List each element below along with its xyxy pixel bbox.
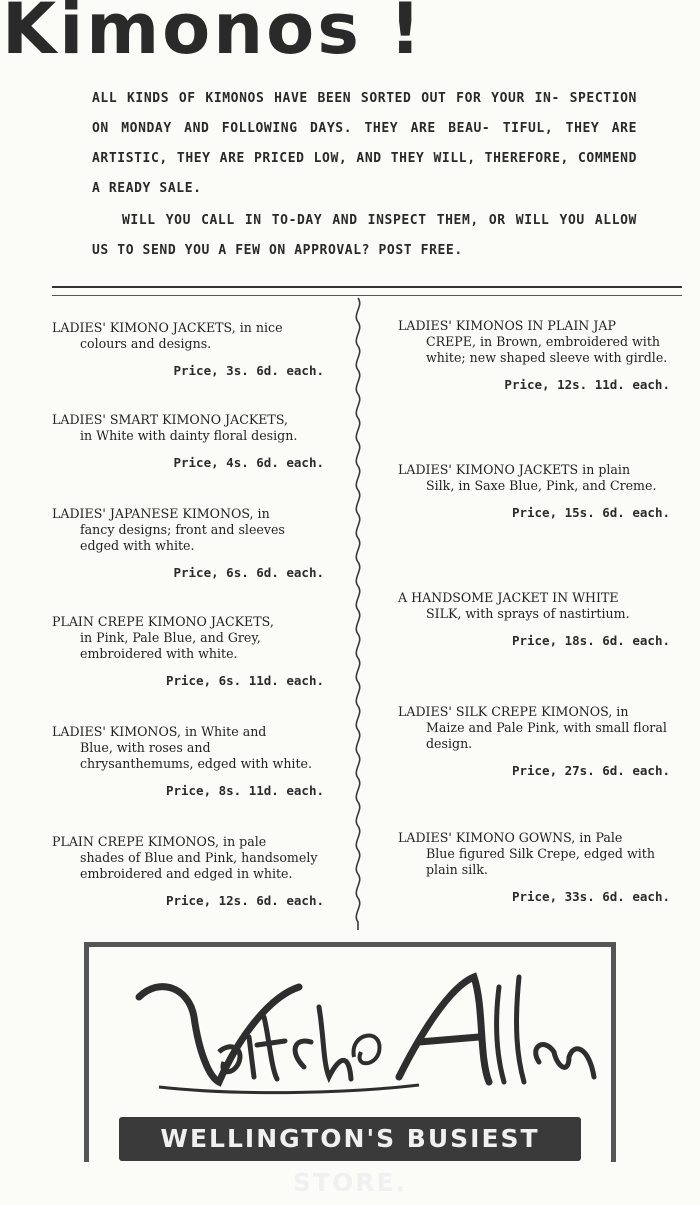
item-title: LADIES' SILK CREPE KIMONOS, in	[398, 704, 629, 719]
item-price: Price, 8s. 11d. each.	[165, 783, 324, 798]
item-description: in Pink, Pale Blue, and Grey, embroidered with white.	[80, 630, 261, 661]
intro-paragraph-1: ALL KINDS OF KIMONOS HAVE BEEN SORTED OUT FOR YOUR IN- SPECTION ON MONDAY AND FOLLOWING DAYS. THEY ARE BEAU- TIFUL, THEY ARE ARTISTIC, THEY ARE PRICED LOW, AND THEY WILL, THEREFORE, COMMEND A READY SALE.	[92, 91, 637, 196]
item-price: Price, 33s. 6d. each.	[511, 889, 670, 904]
item-description: Maize and Pale Pink, with small floral design.	[426, 720, 667, 751]
horizontal-rule	[52, 286, 682, 296]
item-description: colours and designs.	[80, 336, 212, 351]
item-title: LADIES' KIMONOS IN PLAIN JAP	[398, 318, 616, 333]
item-price: Price, 3s. 6d. each.	[173, 363, 324, 378]
item-description: Blue figured Silk Crepe, edged with plain silk.	[426, 846, 655, 877]
item-price: Price, 18s. 6d. each.	[511, 633, 670, 648]
item-title: PLAIN CREPE KIMONOS, in pale	[52, 834, 267, 849]
item-title: LADIES' SMART KIMONO JACKETS,	[52, 412, 289, 427]
intro-paragraph-2: WILL YOU CALL IN TO-DAY AND INSPECT THEM, OR WILL YOU ALLOW US TO SEND YOU A FEW ON APPROVAL? POST FREE.	[92, 213, 637, 258]
product-listing	[52, 614, 324, 688]
item-price: Price, 27s. 6d. each.	[511, 763, 670, 778]
product-listing	[398, 704, 670, 778]
item-price: Price, 6s. 11d. each.	[165, 673, 324, 688]
column-divider	[351, 298, 365, 930]
product-listing	[52, 724, 324, 798]
item-title: LADIES' KIMONO GOWNS, in Pale	[398, 830, 623, 845]
product-listing	[398, 462, 670, 520]
store-logo	[84, 942, 616, 1197]
item-description: shades of Blue and Pink, handsomely embroidered and edged in white.	[80, 850, 318, 881]
item-price: Price, 6s. 6d. each.	[173, 565, 324, 580]
item-title: LADIES' JAPANESE KIMONOS, in	[52, 506, 270, 521]
item-description: Silk, in Saxe Blue, Pink, and Creme.	[426, 478, 657, 493]
item-price: Price, 12s. 6d. each.	[165, 893, 324, 908]
item-title: LADIES' KIMONO JACKETS, in nice	[52, 320, 283, 335]
item-description: fancy designs; front and sleeves edged with white.	[80, 522, 285, 553]
intro-text	[92, 84, 637, 266]
item-title: LADIES' KIMONOS, in White and	[52, 724, 267, 739]
store-script-logo	[99, 957, 611, 1107]
product-listing	[52, 506, 324, 580]
item-price: Price, 4s. 6d. each.	[173, 455, 324, 470]
item-title: LADIES' KIMONO JACKETS in plain	[398, 462, 631, 477]
product-listing	[398, 830, 670, 904]
item-title: PLAIN CREPE KIMONO JACKETS,	[52, 614, 274, 629]
item-title: A HANDSOME JACKET IN WHITE	[398, 590, 619, 605]
product-listing	[398, 318, 670, 392]
item-price: Price, 12s. 11d. each.	[504, 377, 670, 392]
product-listing	[52, 320, 324, 378]
item-description: CREPE, in Brown, embroidered with white; new shaped sleeve with girdle.	[426, 334, 668, 365]
product-listing	[398, 590, 670, 648]
headline: Kimonos !	[2, 0, 425, 70]
item-description: SILK, with sprays of nastirtium.	[426, 606, 630, 621]
item-description: Blue, with roses and chrysanthemums, edged with white.	[80, 740, 312, 771]
item-price: Price, 15s. 6d. each.	[511, 505, 670, 520]
product-listing	[52, 412, 324, 470]
item-description: in White with dainty floral design.	[80, 428, 298, 443]
product-listing	[52, 834, 324, 908]
store-banner: WELLINGTON'S BUSIEST STORE.	[119, 1117, 581, 1161]
